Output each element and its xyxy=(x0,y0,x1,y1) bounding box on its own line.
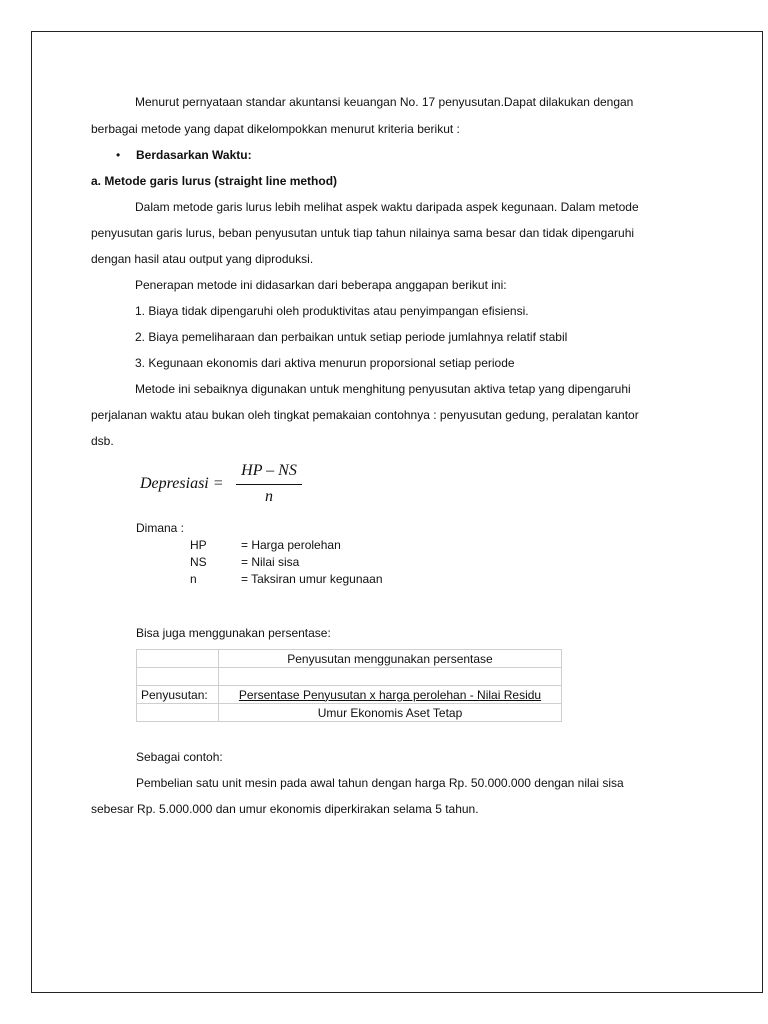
percentage-intro: Bisa juga menggunakan persentase: xyxy=(136,626,331,640)
section-heading-a: a. Metode garis lurus (straight line method) xyxy=(91,174,338,188)
intro-line-1: Menurut pernyataan standar akuntansi keuangan No. 17 penyusutan.Dapat dilakukan dengan xyxy=(135,95,634,109)
def-meaning-hp: = Harga perolehan xyxy=(241,538,341,552)
para2: Penerapan metode ini didasarkan dari beberapa anggapan berikut ini: xyxy=(135,278,507,292)
definitions-heading: Dimana : xyxy=(136,521,185,535)
para3-line-2: perjalanan waktu atau bukan oleh tingkat pemakaian contohnya : penyusutan gedung, peralatan kantor xyxy=(91,408,639,422)
table-title: Penyusutan menggunakan persentase xyxy=(219,650,562,668)
def-term-ns: NS xyxy=(190,555,207,569)
table-row-label: Penyusutan: xyxy=(137,686,219,704)
para3-line-1: Metode ini sebaiknya digunakan untuk menghitung penyusutan aktiva tetap yang dipengaruhi xyxy=(135,382,631,396)
example-line-2: sebesar Rp. 5.000.000 dan umur ekonomis diperkirakan selama 5 tahun. xyxy=(91,802,479,816)
example-heading: Sebagai contoh: xyxy=(136,750,223,764)
intro-line-2: berbagai metode yang dapat dikelompokkan menurut kriteria berikut : xyxy=(91,122,460,136)
numerator-text: Persentase Penyusutan x harga perolehan - Nilai Residu xyxy=(238,687,542,702)
table-cell xyxy=(219,668,562,686)
table-formula-denominator: Umur Ekonomis Aset Tetap xyxy=(219,704,562,722)
list-item-3: 3. Kegunaan ekonomis dari aktiva menurun proporsional setiap periode xyxy=(135,356,515,370)
formula-denominator: n xyxy=(265,488,273,505)
para1-line-1: Dalam metode garis lurus lebih melihat aspek waktu daripada aspek kegunaan. Dalam metode xyxy=(135,200,639,214)
formula-lhs: Depresiasi = xyxy=(140,475,224,492)
def-term-n: n xyxy=(190,572,197,586)
table-row xyxy=(137,668,562,686)
example-line-1: Pembelian satu unit mesin pada awal tahun dengan harga Rp. 50.000.000 dengan nilai sisa xyxy=(136,776,624,790)
table-cell xyxy=(137,704,219,722)
list-item-1: 1. Biaya tidak dipengaruhi oleh produktivitas atau penyimpangan efisiensi. xyxy=(135,304,529,318)
para1-line-3: dengan hasil atau output yang diproduksi. xyxy=(91,252,314,266)
formula-numerator: HP – NS xyxy=(241,462,297,479)
fraction-bar xyxy=(236,484,302,485)
list-item-2: 2. Biaya pemeliharaan dan perbaikan untuk setiap periode jumlahnya relatif stabil xyxy=(135,330,568,344)
table-row xyxy=(137,650,562,668)
para1-line-2: penyusutan garis lurus, beban penyusutan untuk tiap tahun nilainya sama besar dan tidak dipengaruhi xyxy=(91,226,635,240)
def-meaning-n: = Taksiran umur kegunaan xyxy=(241,572,383,586)
depreciation-formula xyxy=(140,462,310,508)
table-cell xyxy=(137,650,219,668)
def-term-hp: HP xyxy=(190,538,207,552)
def-meaning-ns: = Nilai sisa xyxy=(241,555,300,569)
bullet-dot: • xyxy=(116,148,121,162)
bullet-text: Berdasarkan Waktu: xyxy=(136,148,252,162)
table-formula-numerator xyxy=(219,686,562,704)
table-row xyxy=(137,686,562,704)
table-cell xyxy=(137,668,219,686)
para3-line-3: dsb. xyxy=(91,434,114,448)
table-row xyxy=(137,704,562,722)
percentage-table xyxy=(136,649,562,722)
